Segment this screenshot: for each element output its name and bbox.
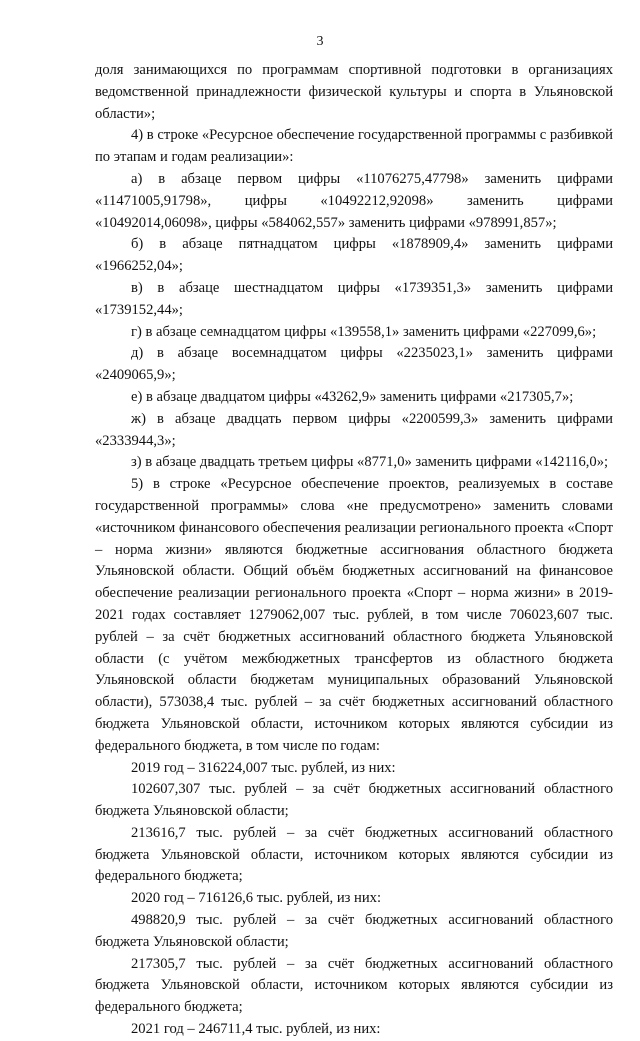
paragraph-subitem-z: з) в абзаце двадцать третьем цифры «8771,0» заменить цифрами «142116,0»;	[131, 454, 609, 471]
paragraph-item-5: 5) в строке «Ресурсное обеспечение проектов, реализуемых в составе государственной программы» слова «не предусмотрено» заменить словами «источником финансового обеспечения реализации регионального проекта «Спорт – норма жизни» являются бюджетные ассигнования областного бюджета Ульяновской области. Общий объём бюджетных ассигнований на финансовое обеспечение реализации регионального проекта «Спорт – норма жизни» в 2019-2021 годах составляет 1279062,007 тыс. рублей, в том числе 706023,607 тыс. рублей – за счёт бюджетных ассигнований областного бюджета Ульяновской области (с учётом межбюджетных трансфертов из областного бюджета Ульяновской области бюджетам муниципальных образований Ульяновской области), 573038,4 тыс. рублей – за счёт бюджетных ассигнований областного бюджета Ульяновской области, источником которых являются субсидии из федерального бюджета, в том числе по годам:	[95, 476, 613, 754]
paragraph-continuation: доля занимающихся по программам спортивной подготовки в организациях ведомственной принадлежности физической культуры и спорта в Ульяновской области»;	[95, 62, 613, 122]
paragraph-2019-regional: 102607,307 тыс. рублей – за счёт бюджетных ассигнований областного бюджета Ульяновской области;	[95, 781, 613, 820]
paragraph-subitem-v: в) в абзаце шестнадцатом цифры «1739351,3» заменить цифрами «1739152,44»;	[95, 279, 613, 318]
paragraph-2020-federal: 217305,7 тыс. рублей – за счёт бюджетных ассигнований областного бюджета Ульяновской области, источником которых являются субсидии из федерального бюджета;	[95, 955, 613, 1016]
paragraph-subitem-zh: ж) в абзаце двадцать первом цифры «2200599,3» заменить цифрами «2333944,3»;	[95, 410, 613, 449]
document-body	[95, 60, 613, 1041]
paragraph-subitem-g: г) в абзаце семнадцатом цифры «139558,1» заменить цифрами «227099,6»;	[131, 323, 597, 340]
page-number: 3	[316, 34, 324, 49]
paragraph-subitem-d: д) в абзаце восемнадцатом цифры «2235023,1» заменить цифрами «2409065,9»;	[95, 345, 613, 384]
paragraph-year-2020: 2020 год – 716126,6 тыс. рублей, из них:	[131, 890, 382, 907]
paragraph-subitem-a: а) в абзаце первом цифры «11076275,47798» заменить цифрами «11471005,91798», цифры «10492212,92098» заменить цифрами «10492014,06098», цифры «584062,557» заменить цифрами «978991,857»;	[95, 170, 613, 231]
paragraph-2020-regional: 498820,9 тыс. рублей – за счёт бюджетных ассигнований областного бюджета Ульяновской области;	[95, 912, 613, 950]
paragraph-item-4: 4) в строке «Ресурсное обеспечение государственной программы с разбивкой по этапам и годам реализации»:	[95, 127, 613, 166]
paragraph-subitem-e: е) в абзаце двадцатом цифры «43262,9» заменить цифрами «217305,7»;	[131, 388, 574, 405]
paragraph-year-2021: 2021 год – 246711,4 тыс. рублей, из них:	[131, 1021, 381, 1038]
paragraph-2019-federal: 213616,7 тыс. рублей – за счёт бюджетных ассигнований областного бюджета Ульяновской области, источником которых являются субсидии из федерального бюджета;	[95, 824, 613, 885]
paragraph-subitem-b: б) в абзаце пятнадцатом цифры «1878909,4» заменить цифрами «1966252,04»;	[95, 236, 613, 275]
paragraph-year-2019: 2019 год – 316224,007 тыс. рублей, из них:	[131, 759, 396, 776]
